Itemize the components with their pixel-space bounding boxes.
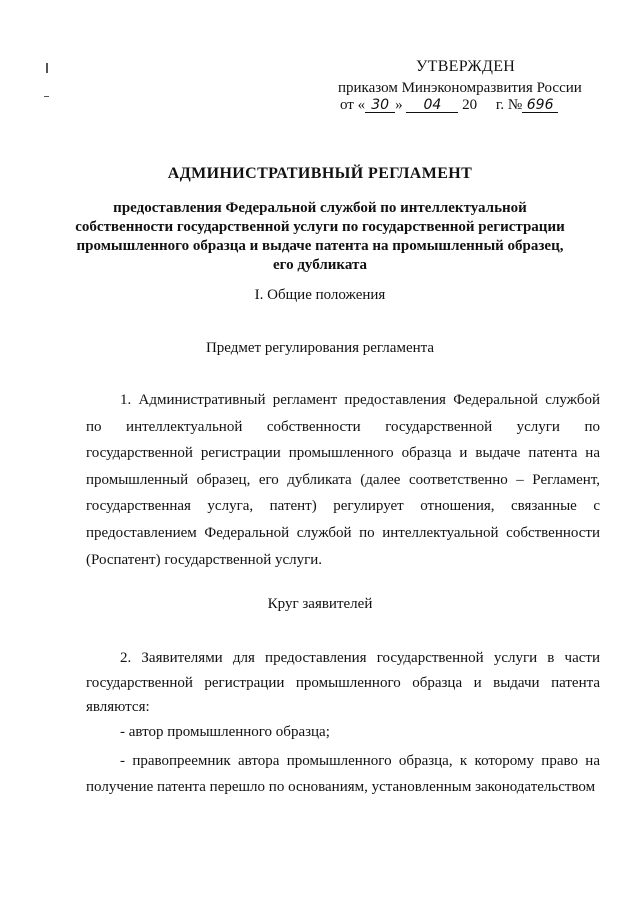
approval-date-line bbox=[340, 96, 558, 114]
date-sep: » bbox=[395, 97, 403, 113]
approval-order-line: приказом Минэкономразвития России bbox=[338, 80, 582, 96]
approval-number: 696 bbox=[522, 98, 558, 113]
section-heading-subject: Предмет регулирования регламента bbox=[205, 340, 435, 356]
subtitle-line: собственности государственной услуги по государственной регистрации bbox=[75, 219, 565, 235]
margin-mark bbox=[46, 63, 48, 73]
subtitle-line: его дубликата bbox=[273, 257, 367, 273]
list-item: - автор промышленного образца; bbox=[120, 724, 330, 740]
approval-day: 30 bbox=[365, 98, 395, 113]
approval-month: 04 bbox=[406, 98, 458, 113]
paragraph-1: 1. Административный регламент предоставления Федеральной службой по интеллектуальной собственности государственной услуги по государственной регистрации промышленного образца и выдаче патента на промышленный образец, его дубликата (далее соответственно – Регламент, государственная услуга, патент) регулирует отношения, связанные с предоставлением Федеральной службой по интеллектуальной собственности (Роспатент) государственной услуги. bbox=[86, 392, 600, 568]
subtitle-line: промышленного образца и выдаче патента на промышленный образец, bbox=[76, 238, 564, 254]
document-subtitle bbox=[0, 199, 640, 275]
margin-mark bbox=[44, 96, 49, 97]
number-prefix: г. № bbox=[495, 97, 523, 113]
section-heading-general: I. Общие положения bbox=[254, 287, 386, 303]
document-title: АДМИНИСТРАТИВНЫЙ РЕГЛАМЕНТ bbox=[167, 165, 473, 182]
subtitle-line: предоставления Федеральной службой по интеллектуальной bbox=[113, 200, 527, 216]
approval-title: УТВЕРЖДЕН bbox=[416, 58, 516, 75]
list-item: - правопреемник автора промышленного образца, к которому право на получение патента перешло по основаниям, установленным законодательством bbox=[86, 753, 600, 795]
section-heading-applicants: Круг заявителей bbox=[267, 596, 373, 612]
date-prefix: от « bbox=[340, 97, 366, 113]
approval-year: 20 bbox=[462, 97, 478, 113]
paragraph-2: 2. Заявителями для предоставления государственной услуги в части государственной регистрации промышленного образца и выдачи патента являются: bbox=[86, 650, 600, 715]
